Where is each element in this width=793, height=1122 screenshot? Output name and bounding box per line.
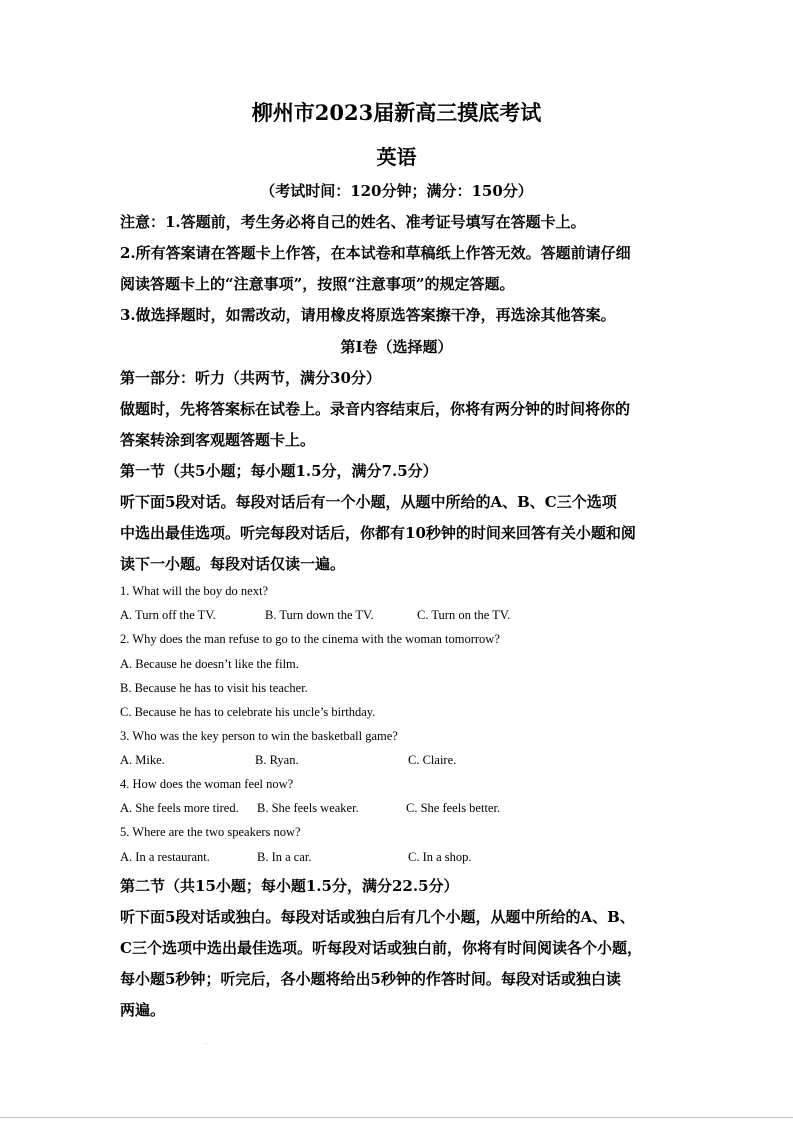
question-1-option-a: A. Turn off the TV. [120,608,216,622]
section1-heading: 第一节（共5小题；每小题1.5分，满分7.5分） [120,462,438,480]
exam-time-info: （考试时间：120分钟；满分：150分） [260,182,533,200]
part1-heading: 第一部分：听力（共两节，满分30分） [120,369,381,387]
question-3-option-b: B. Ryan. [255,753,299,767]
question-5-option-a: A. In a restaurant. [120,850,210,864]
question-4-option-c: C. She feels better. [406,801,501,815]
scan-speck [205,1043,207,1044]
section1-instruction-line-1: 听下面5段对话。每段对话后有一个小题，从题中所给的A、B、C三个选项 [120,493,617,511]
question-4-option-b: B. She feels weaker. [257,801,359,815]
question-5-option-c: C. In a shop. [408,850,472,864]
question-1-option-c: C. Turn on the TV. [417,608,511,622]
section2-instruction-line-3: 每小题5秒钟；听完后，各小题将给出5秒钟的作答时间。每段对话或独白读 [120,970,621,988]
exam-subject: 英语 [376,145,417,169]
note-1: 注意：1.答题前，考生务必将自己的姓名、准考证号填写在答题卡上。 [120,213,586,231]
question-5: 5. Where are the two speakers now? [120,825,301,839]
question-4: 4. How does the woman feel now? [120,777,294,791]
question-2: 2. Why does the man refuse to go to the cinema with the woman tomorrow? [120,632,500,646]
question-4-option-a: A. She feels more tired. [120,801,239,815]
note-2-line-2: 阅读答题卡上的“注意事项”，按照“注意事项”的规定答题。 [120,275,515,293]
section2-instruction-line-4: 两遍。 [120,1001,166,1019]
section1-instruction-line-3: 读下一小题。每段对话仅读一遍。 [120,555,346,573]
question-1: 1. What will the boy do next? [120,584,269,598]
section2-instruction-line-1: 听下面5段对话或独白。每段对话或独白后有几个小题，从题中所给的A、B、 [120,908,635,926]
exam-title: 柳州市2023届新高三摸底考试 [251,100,542,125]
question-2-option-a: A. Because he doesn’t like the film. [120,657,299,671]
question-3-option-a: A. Mike. [120,753,165,767]
question-2-option-b: B. Because he has to visit his teacher. [120,681,308,695]
question-3-option-c: C. Claire. [408,753,457,767]
note-2-line-1: 2.所有答案请在答题卡上作答，在本试卷和草稿纸上作答无效。答题前请仔细 [120,244,631,262]
section2-instruction-line-2: C三个选项中选出最佳选项。听每段对话或独白前，你将有时间阅读各个小题， [120,939,642,957]
question-2-option-c: C. Because he has to celebrate his uncle’s birthday. [120,705,376,719]
question-3: 3. Who was the key person to win the basketball game? [120,729,398,743]
section2-heading: 第二节（共15小题；每小题1.5分，满分22.5分） [120,877,459,895]
part1-instruction-line-2: 答案转涂到客观题答题卡上。 [120,431,316,449]
page-bottom-rule [0,1117,793,1118]
question-5-option-b: B. In a car. [257,850,312,864]
section1-instruction-line-2: 中选出最佳选项。听完每段对话后，你都有10秒钟的时间来回答有关小题和阅 [120,524,636,542]
volume-title: 第Ⅰ卷（选择题） [340,338,453,356]
part1-instruction-line-1: 做题时，先将答案标在试卷上。录音内容结束后，你将有两分钟的时间将你的 [120,400,631,418]
note-3: 3.做选择题时，如需改动，请用橡皮将原选答案擦干净，再选涂其他答案。 [120,306,616,324]
question-1-option-b: B. Turn down the TV. [265,608,374,622]
